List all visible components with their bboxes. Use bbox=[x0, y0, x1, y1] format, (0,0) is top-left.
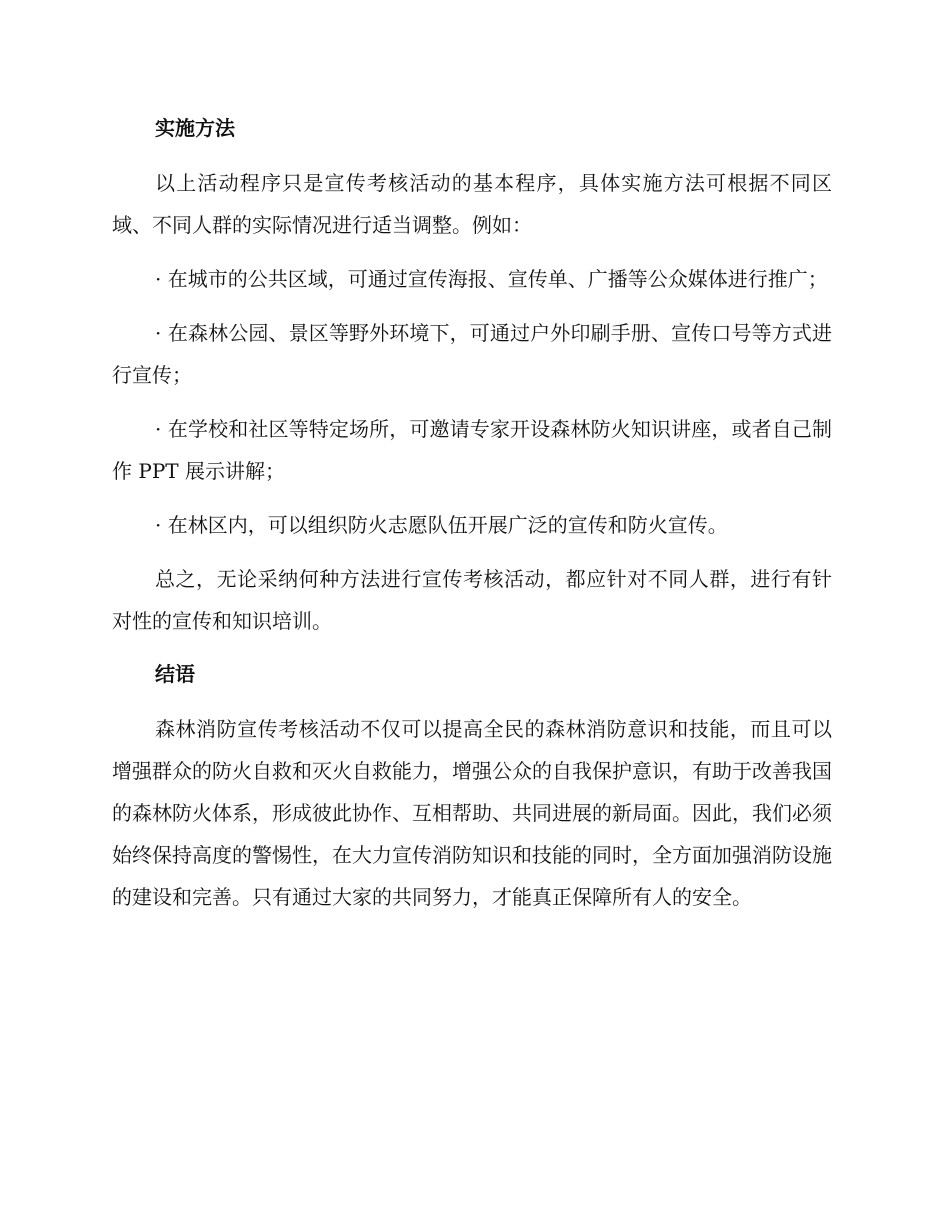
bullet-item-forest-area: · 在林区内，可以组织防火志愿队伍开展广泛的宣传和防火宣传。 bbox=[155, 513, 728, 537]
document-page bbox=[112, 108, 832, 930]
section-heading-conclusion: 结语 bbox=[155, 662, 195, 686]
section-heading-methods: 实施方法 bbox=[155, 116, 235, 140]
methods-summary-paragraph: 总之，无论采纳何种方法进行宣传考核活动，都应针对不同人群，进行有针对性的宣传和知识培训。 bbox=[112, 567, 832, 633]
bullet-item-city: · 在城市的公共区域，可通过宣传海报、宣传单、广播等公众媒体进行推广； bbox=[155, 267, 828, 291]
conclusion-paragraph: 森林消防宣传考核活动不仅可以提高全民的森林消防意识和技能，而且可以增强群众的防火自救和灭火自救能力，增强公众的自我保护意识，有助于改善我国的森林防火体系，形成彼此协作、互相帮助、共同进展的新局面。因此，我们必须始终保持高度的警惕性，在大力宣传消防知识和技能的同时，全方面加强消防设施的建设和完善。只有通过大家的共同努力，才能真正保障所有人的安全。 bbox=[112, 717, 832, 909]
bullet-item-school: · 在学校和社区等特定场所，可邀请专家开设森林防火知识讲座，或者自己制作 PPT 展示讲解； bbox=[112, 417, 832, 483]
bullet-item-park: · 在森林公园、景区等野外环境下，可通过户外印刷手册、宣传口号等方式进行宣传； bbox=[112, 321, 832, 387]
methods-intro-paragraph: 以上活动程序只是宣传考核活动的基本程序，具体实施方法可根据不同区域、不同人群的实际情况进行适当调整。例如： bbox=[112, 171, 832, 237]
